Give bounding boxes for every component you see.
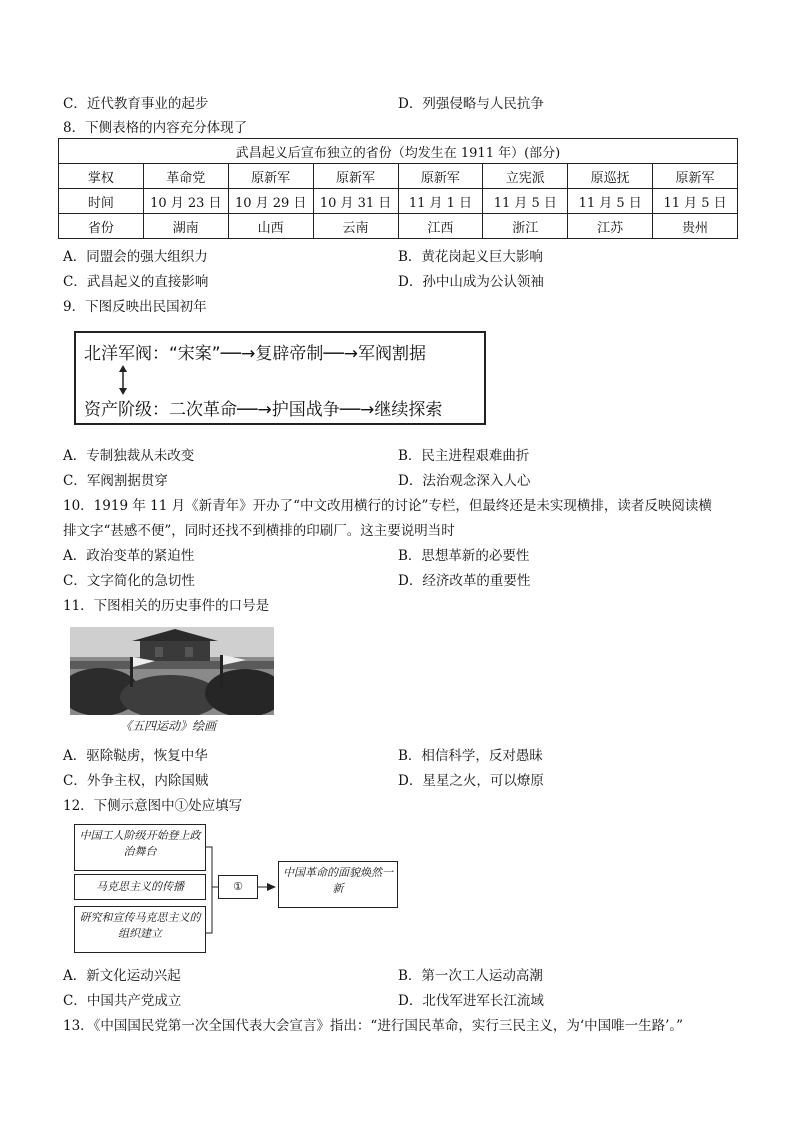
q12-box-result: 中国革命的面貌焕然一新 [278, 861, 398, 908]
q11-stem: 11．下图相关的历史事件的口号是 [63, 598, 270, 614]
table-cell: 掌权 [59, 164, 144, 189]
table-cell: 江西 [398, 214, 483, 239]
q9-option-b: B．民主进程艰难曲折 [398, 448, 530, 464]
q10-stem-line2: 排文字“甚感不便”，同时还找不到横排的印刷厂。这主要说明当时 [63, 523, 455, 539]
table-cell: 时间 [59, 189, 144, 214]
table-cell: 省份 [59, 214, 144, 239]
double-arrow-icon [116, 365, 130, 395]
q12-option-c: C．中国共产党成立 [63, 993, 182, 1009]
q10-option-a: A．政治变革的紧迫性 [63, 548, 195, 564]
table-cell: 江苏 [568, 214, 653, 239]
table-cell: 贵州 [653, 214, 738, 239]
table-cell: 原巡抚 [568, 164, 653, 189]
q10-option-d: D．经济改革的重要性 [398, 573, 531, 589]
painting-illustration [70, 627, 274, 715]
table-cell: 原新军 [653, 164, 738, 189]
q8-table [58, 138, 738, 239]
q9-row-bourgeoisie: 资产阶级：二次革命──→护国战争──→继续探索 [84, 400, 443, 420]
q12-box-organization: 研究和宣传马克思主义的组织建立 [74, 906, 206, 953]
q9-diagram [74, 331, 486, 425]
q12-option-d: D．北伐军进军长江流域 [398, 993, 544, 1009]
painting-caption: 《五四运动》绘画 [120, 719, 217, 733]
may-fourth-painting [70, 627, 274, 715]
table-cell: 原新军 [313, 164, 398, 189]
table-cell: 革命党 [143, 164, 228, 189]
table-cell: 11 月 5 日 [653, 189, 738, 214]
q9-option-c: C．军阀割据贯穿 [63, 473, 168, 489]
q12-box-workers: 中国工人阶级开始登上政治舞台 [74, 824, 206, 871]
table-cell: 11 月 5 日 [568, 189, 653, 214]
q12-option-a: A．新文化运动兴起 [63, 968, 181, 984]
table-cell: 11 月 1 日 [398, 189, 483, 214]
q8-option-c: C．武昌起义的直接影响 [63, 274, 209, 290]
table-cell: 云南 [313, 214, 398, 239]
q11-option-a: A．驱除鞑虏，恢复中华 [63, 748, 208, 764]
q12-stem: 12．下侧示意图中①处应填写 [63, 798, 243, 814]
q8-option-a: A．同盟会的强大组织力 [63, 249, 208, 265]
q8-option-b: B．黄花岗起义巨大影响 [398, 249, 543, 265]
q9-row-warlords: 北洋军阀：“宋案”──→复辟帝制──→军阀割据 [84, 344, 427, 364]
q8-row-power [59, 164, 738, 189]
q12-box-marxism: 马克思主义的传播 [74, 874, 206, 900]
q7-option-c: C．近代教育事业的起步 [63, 96, 209, 112]
q9-stem: 9．下图反映出民国初年 [63, 299, 207, 315]
q8-option-d: D．孙中山成为公认领袖 [398, 274, 544, 290]
q10-option-c: C．文字简化的急切性 [63, 573, 195, 589]
q9-option-d: D．法治观念深入人心 [398, 473, 531, 489]
table-cell: 10 月 31 日 [313, 189, 398, 214]
q12-blank-box: ① [218, 875, 258, 899]
q8-stem: 8．下侧表格的内容充分体现了 [63, 120, 248, 136]
q10-stem-line1: 10．1919 年 11 月《新青年》开办了“中文改用横行的讨论”专栏，但最终还是未实现横排，读者反映阅读横 [63, 498, 712, 514]
q11-option-d: D．星星之火，可以燎原 [398, 773, 544, 789]
q8-row-province [59, 214, 738, 239]
q11-option-c: C．外争主权，内除国贼 [63, 773, 209, 789]
table-cell: 浙江 [483, 214, 568, 239]
q8-table-title: 武昌起义后宣布独立的省份（均发生在 1911 年）(部分) [59, 139, 738, 164]
q7-option-d: D．列强侵略与人民抗争 [398, 96, 544, 112]
q8-row-time [59, 189, 738, 214]
q9-option-a: A．专制独裁从未改变 [63, 448, 195, 464]
q10-option-b: B．思想革新的必要性 [398, 548, 530, 564]
q13-stem: 13．《中国国民党第一次全国代表大会宣言》指出：“进行国民革命，实行三民主义，为‘中国唯一生路’。” [63, 1018, 684, 1034]
table-cell: 立宪派 [483, 164, 568, 189]
table-cell: 原新军 [228, 164, 313, 189]
table-cell: 10 月 23 日 [143, 189, 228, 214]
q12-option-b: B．第一次工人运动高潮 [398, 968, 543, 984]
q11-option-b: B．相信科学，反对愚昧 [398, 748, 543, 764]
table-cell: 山西 [228, 214, 313, 239]
table-cell: 10 月 29 日 [228, 189, 313, 214]
table-cell: 原新军 [398, 164, 483, 189]
table-cell: 湖南 [143, 214, 228, 239]
table-cell: 11 月 5 日 [483, 189, 568, 214]
